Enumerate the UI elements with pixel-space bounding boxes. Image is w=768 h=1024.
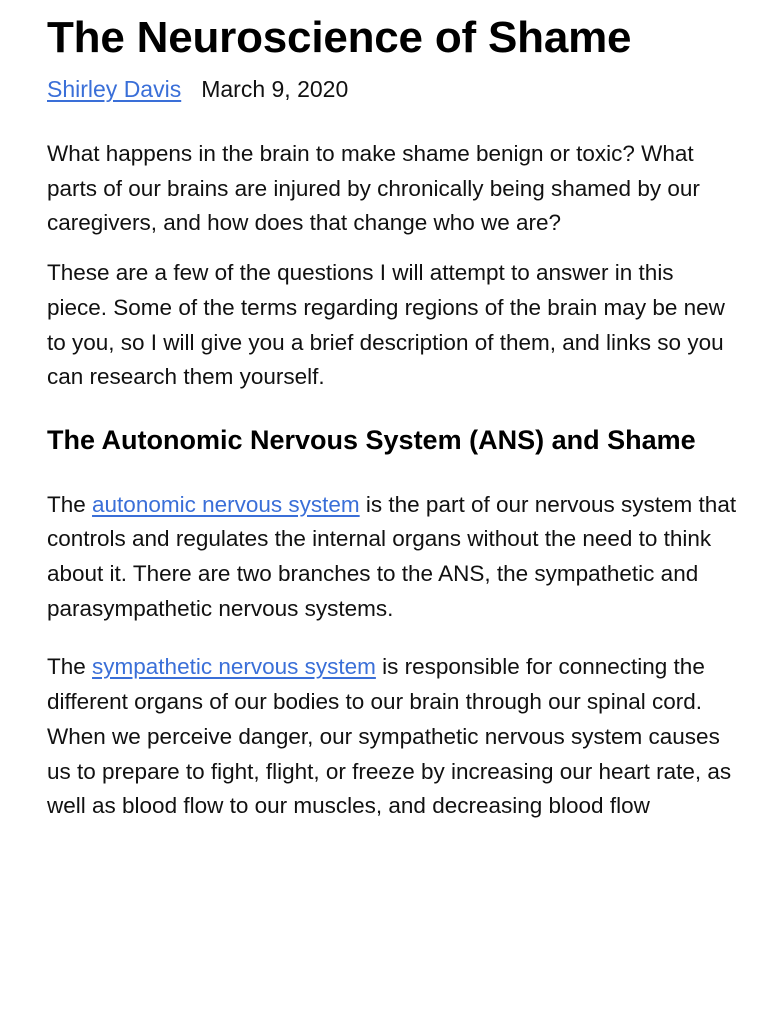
article — [47, 10, 737, 824]
intro-paragraph: What happens in the brain to make shame benign or toxic? What parts of our brains are injured by chronically being shamed by our caregivers, and how does that change who we are? — [47, 141, 700, 236]
byline — [47, 74, 737, 104]
paragraph-text: The — [47, 491, 93, 517]
article-title: The Neuroscience of Shame — [47, 13, 632, 62]
section-heading: The Autonomic Nervous System (ANS) and Shame — [47, 424, 696, 455]
paragraph-text: is the part of our nervous system that controls and regulates the internal organs without the need to think about it. There are two branches to the ANS, the sympathetic and parasympathetic nervous systems. — [47, 491, 737, 621]
sns-paragraph — [47, 650, 737, 824]
paragraph-text: The — [47, 654, 93, 680]
autonomic-nervous-system-link[interactable]: autonomic nervous system — [92, 491, 360, 517]
sympathetic-nervous-system-link[interactable]: sympathetic nervous system — [92, 654, 376, 680]
publish-date: March 9, 2020 — [201, 76, 349, 102]
paragraph-text: is responsible for connecting the different organs of our bodies to our brain through our spinal cord. When we perceive danger, our sympathetic nervous system causes us to prepare to fight, flight, or freeze by increasing our heart rate, as well as blood flow to our muscles, and decreasing blood flow — [47, 654, 732, 819]
intro-paragraph: These are a few of the questions I will attempt to answer in this piece. Some of the terms regarding regions of the brain may be new to you, so I will give you a brief description of them, and links so you can research them yourself. — [47, 260, 725, 390]
author-link[interactable]: Shirley Davis — [47, 76, 182, 102]
ans-paragraph — [47, 488, 737, 627]
